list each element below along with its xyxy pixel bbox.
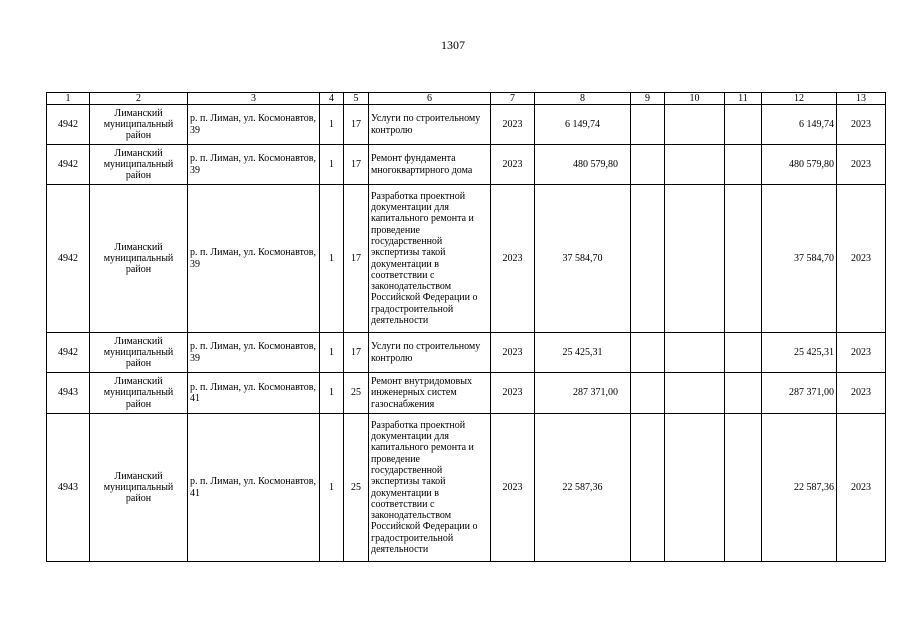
cell-year: 2023 bbox=[491, 333, 535, 373]
cell-col13: 2023 bbox=[837, 333, 886, 373]
column-header: 7 bbox=[491, 93, 535, 105]
column-header: 12 bbox=[762, 93, 837, 105]
cell-total: 22 587,36 bbox=[535, 414, 631, 562]
column-header: 9 bbox=[631, 93, 665, 105]
cell-col11 bbox=[725, 373, 762, 414]
cell-col4: 1 bbox=[320, 333, 344, 373]
cell-col11 bbox=[725, 105, 762, 145]
table-row bbox=[47, 414, 886, 562]
column-header: 10 bbox=[665, 93, 725, 105]
column-header: 2 bbox=[90, 93, 188, 105]
cell-district: Лиманский муниципальный район bbox=[90, 414, 188, 562]
cell-id: 4943 bbox=[47, 414, 90, 562]
cell-col5: 25 bbox=[344, 373, 369, 414]
cell-address: р. п. Лиман, ул. Космонавтов, 39 bbox=[188, 145, 320, 185]
cell-col5: 17 bbox=[344, 145, 369, 185]
table-row bbox=[47, 333, 886, 373]
column-header: 1 bbox=[47, 93, 90, 105]
cell-col9 bbox=[631, 373, 665, 414]
cell-col4: 1 bbox=[320, 373, 344, 414]
page-number: 1307 bbox=[441, 38, 465, 52]
cell-district: Лиманский муниципальный район bbox=[90, 145, 188, 185]
cell-col9 bbox=[631, 105, 665, 145]
cell-col9 bbox=[631, 414, 665, 562]
cell-col12: 287 371,00 bbox=[762, 373, 837, 414]
cell-col5: 17 bbox=[344, 185, 369, 333]
cell-address: р. п. Лиман, ул. Космонавтов, 39 bbox=[188, 333, 320, 373]
table-row bbox=[47, 373, 886, 414]
table-row bbox=[47, 105, 886, 145]
cell-col5: 17 bbox=[344, 333, 369, 373]
cell-id: 4942 bbox=[47, 333, 90, 373]
cell-address: р. п. Лиман, ул. Космонавтов, 39 bbox=[188, 185, 320, 333]
cell-work: Разработка проектной документации для капитального ремонта и проведение государственной экспертизы такой документации в соответствии с законодательством Российской Федерации о градостроительной деятельности bbox=[369, 185, 491, 333]
cell-address: р. п. Лиман, ул. Космонавтов, 41 bbox=[188, 414, 320, 562]
column-header: 5 bbox=[344, 93, 369, 105]
register-table bbox=[46, 92, 886, 562]
cell-district: Лиманский муниципальный район bbox=[90, 333, 188, 373]
cell-total: 6 149,74 bbox=[535, 105, 631, 145]
cell-col13: 2023 bbox=[837, 414, 886, 562]
table-row bbox=[47, 145, 886, 185]
cell-district: Лиманский муниципальный район bbox=[90, 105, 188, 145]
cell-col5: 25 bbox=[344, 414, 369, 562]
cell-district: Лиманский муниципальный район bbox=[90, 185, 188, 333]
cell-year: 2023 bbox=[491, 105, 535, 145]
cell-col9 bbox=[631, 145, 665, 185]
cell-address: р. п. Лиман, ул. Космонавтов, 39 bbox=[188, 105, 320, 145]
cell-col11 bbox=[725, 414, 762, 562]
cell-total: 480 579,80 bbox=[535, 145, 631, 185]
cell-work: Ремонт фундамента многоквартирного дома bbox=[369, 145, 491, 185]
cell-col9 bbox=[631, 333, 665, 373]
column-header: 3 bbox=[188, 93, 320, 105]
table-row bbox=[47, 185, 886, 333]
column-header: 11 bbox=[725, 93, 762, 105]
cell-col5: 17 bbox=[344, 105, 369, 145]
cell-col10 bbox=[665, 414, 725, 562]
cell-col13: 2023 bbox=[837, 185, 886, 333]
cell-col10 bbox=[665, 185, 725, 333]
cell-address: р. п. Лиман, ул. Космонавтов, 41 bbox=[188, 373, 320, 414]
cell-col11 bbox=[725, 185, 762, 333]
cell-col10 bbox=[665, 333, 725, 373]
column-header: 4 bbox=[320, 93, 344, 105]
cell-col13: 2023 bbox=[837, 105, 886, 145]
cell-total: 287 371,00 bbox=[535, 373, 631, 414]
cell-col9 bbox=[631, 185, 665, 333]
cell-district: Лиманский муниципальный район bbox=[90, 373, 188, 414]
cell-col4: 1 bbox=[320, 185, 344, 333]
cell-col12: 25 425,31 bbox=[762, 333, 837, 373]
cell-year: 2023 bbox=[491, 185, 535, 333]
cell-work: Услуги по строительному контролю bbox=[369, 333, 491, 373]
cell-col13: 2023 bbox=[837, 373, 886, 414]
cell-col11 bbox=[725, 333, 762, 373]
cell-work: Услуги по строительному контролю bbox=[369, 105, 491, 145]
cell-col12: 22 587,36 bbox=[762, 414, 837, 562]
cell-col4: 1 bbox=[320, 145, 344, 185]
column-header: 13 bbox=[837, 93, 886, 105]
cell-col12: 6 149,74 bbox=[762, 105, 837, 145]
cell-col11 bbox=[725, 145, 762, 185]
header-row bbox=[47, 93, 886, 105]
cell-col13: 2023 bbox=[837, 145, 886, 185]
cell-year: 2023 bbox=[491, 373, 535, 414]
cell-id: 4942 bbox=[47, 105, 90, 145]
cell-col10 bbox=[665, 105, 725, 145]
cell-col4: 1 bbox=[320, 105, 344, 145]
cell-work: Разработка проектной документации для капитального ремонта и проведение государственной экспертизы такой документации в соответствии с законодательством Российской Федерации о градостроительной деятельности bbox=[369, 414, 491, 562]
cell-total: 25 425,31 bbox=[535, 333, 631, 373]
cell-work: Ремонт внутридомовых инженерных систем газоснабжения bbox=[369, 373, 491, 414]
column-header: 6 bbox=[369, 93, 491, 105]
cell-year: 2023 bbox=[491, 145, 535, 185]
cell-total: 37 584,70 bbox=[535, 185, 631, 333]
cell-id: 4942 bbox=[47, 145, 90, 185]
cell-col4: 1 bbox=[320, 414, 344, 562]
cell-col12: 37 584,70 bbox=[762, 185, 837, 333]
cell-col10 bbox=[665, 145, 725, 185]
column-header: 8 bbox=[535, 93, 631, 105]
cell-id: 4942 bbox=[47, 185, 90, 333]
cell-col10 bbox=[665, 373, 725, 414]
cell-col12: 480 579,80 bbox=[762, 145, 837, 185]
cell-id: 4943 bbox=[47, 373, 90, 414]
cell-year: 2023 bbox=[491, 414, 535, 562]
